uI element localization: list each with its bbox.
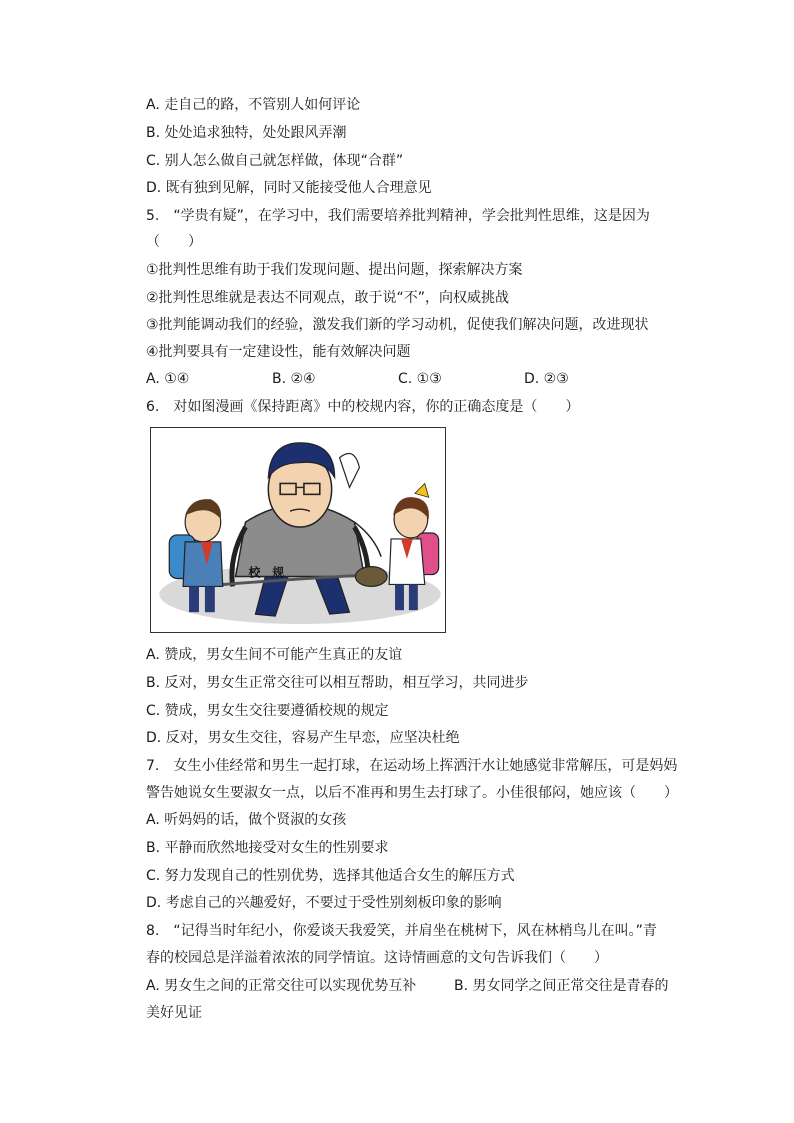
q5-options (146, 369, 686, 389)
q5-stem-line1: 5. “学贵有疑”，在学习中，我们需要培养批判精神，学会批判性思维，这是因为 (146, 208, 650, 224)
q7-option-c: C. 努力发现自己的性别优势，选择其他适合女生的解压方式 (146, 868, 515, 884)
q4-option-a: A. 走自己的路，不管别人如何评论 (146, 97, 361, 113)
q6-option-c: C. 赞成，男女生交往要遵循校规的规定 (146, 703, 389, 719)
q4-option-b: B. 处处追求独特，处处跟风弄潮 (146, 125, 347, 141)
q7-stem-line1: 7. 女生小佳经常和男生一起打球，在运动场上挥洒汗水让她感觉非常解压，可是妈妈 (146, 758, 678, 774)
q8-option-b: B. 男女同学之间正常交往是青春的 (454, 978, 669, 994)
q4-option-d: D. 既有独到见解，同时又能接受他人合理意见 (146, 180, 432, 196)
q5-stem-line2: （ ） (146, 234, 202, 250)
q5-option-a: A. ①④ (146, 371, 190, 387)
cartoon-illustration (151, 428, 445, 632)
q6-option-a: A. 赞成，男女生间不可能产生真正的友谊 (146, 647, 403, 663)
q8-stem-line2: 春的校园总是洋溢着浓浓的同学情谊。这诗情画意的文句告诉我们（ ） (146, 950, 608, 966)
q8-options-row1 (146, 976, 686, 996)
q7-stem-line2: 警告她说女生要淑女一点，以后不准再和男生去打球了。小佳很郁闷，她应该（ ） (146, 785, 678, 801)
q7-option-a: A. 听妈妈的话，做个贤淑的女孩 (146, 812, 347, 828)
q8-stem-line1: 8. “记得当时年纪小，你爱谈天我爱笑，并肩坐在桃树下，风在林梢鸟儿在叫。”青 (146, 923, 657, 939)
q5-option-d: D. ②③ (524, 371, 569, 387)
q8-option-a: A. 男女生之间的正常交往可以实现优势互补 (146, 978, 417, 994)
q5-option-c: C. ①③ (398, 371, 442, 387)
q7-option-b: B. 平静而欣然地接受对女生的性别要求 (146, 840, 389, 856)
q6-option-d: D. 反对，男女生交往，容易产生早恋，应坚决杜绝 (146, 730, 460, 746)
q6-stem: 6. 对如图漫画《保持距离》中的校规内容，你的正确态度是（ ） (146, 399, 580, 415)
q5-item-4: ④批判要具有一定建设性，能有效解决问题 (146, 344, 411, 360)
q5-item-1: ①批判性思维有助于我们发现问题、提出问题，探索解决方案 (146, 262, 523, 278)
cartoon-rule-label: 校 规 (248, 565, 285, 580)
q5-option-b: B. ②④ (272, 371, 316, 387)
cartoon-keep-distance (150, 427, 446, 633)
q6-option-b: B. 反对，男女生正常交往可以相互帮助，相互学习，共同进步 (146, 675, 529, 691)
q5-item-2: ②批判性思维就是表达不同观点，敢于说“不”，向权威挑战 (146, 290, 510, 306)
q4-option-c: C. 别人怎么做自己就怎样做，体现“合群” (146, 153, 404, 169)
q5-item-3: ③批判能调动我们的经验，激发我们新的学习动机，促使我们解决问题，改进现状 (146, 317, 649, 333)
q7-option-d: D. 考虑自己的兴趣爱好，不要过于受性别刻板印象的影响 (146, 895, 502, 911)
q8-option-b-cont: 美好见证 (146, 1005, 202, 1021)
